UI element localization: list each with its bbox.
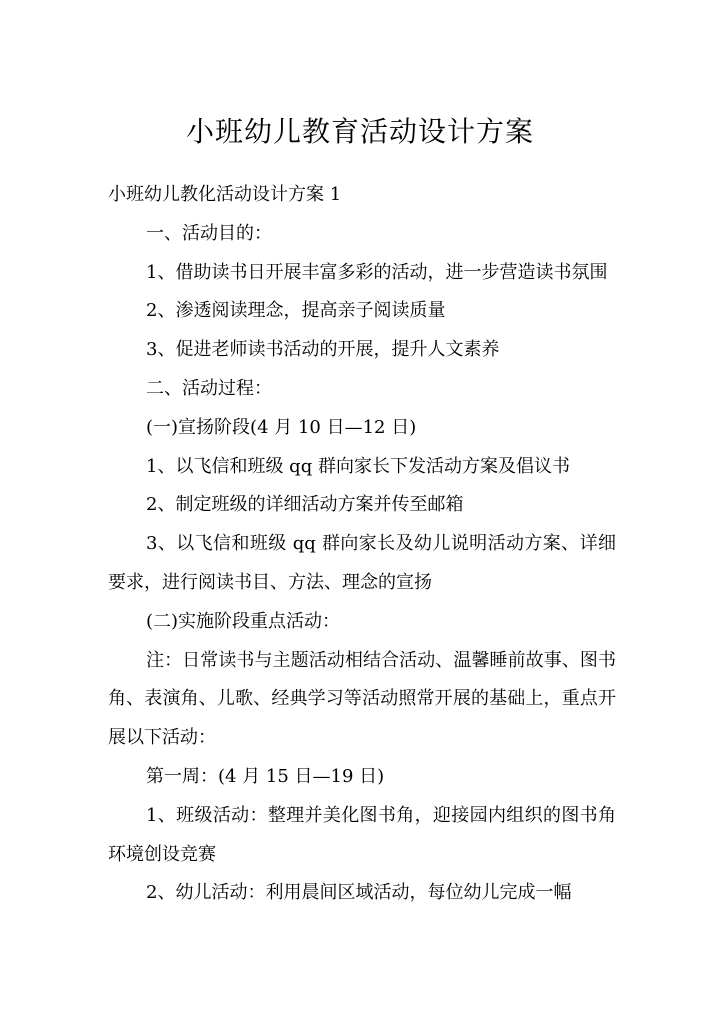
paragraph: (一)宣扬阶段(4 月 10 日—12 日): [146, 416, 417, 438]
paragraph: 1、班级活动：整理并美化图书角，迎接园内组织的图书角环境创设竞赛: [108, 804, 616, 865]
paragraph: 第一周：(4 月 15 日—19 日): [146, 765, 385, 787]
paragraph: 3、促进老师读书活动的开展，提升人文素养: [146, 339, 500, 361]
paragraph: 2、幼儿活动：利用晨间区域活动，每位幼儿完成一幅: [146, 882, 572, 904]
paragraph: 1、借助读书日开展丰富多彩的活动，进一步营造读书氛围: [146, 261, 608, 283]
document-body: [108, 176, 616, 913]
paragraph: 注：日常读书与主题活动相结合活动、温馨睡前故事、图书角、表演角、儿歌、经典学习等活动照常开展的基础上，重点开展以下活动：: [108, 649, 616, 749]
paragraph: 一、活动目的：: [146, 222, 272, 244]
document-title: 小班幼儿教育活动设计方案: [185, 115, 534, 148]
paragraph: 2、制定班级的详细活动方案并传至邮箱: [146, 494, 464, 516]
section-heading: 小班幼儿教化活动设计方案 1: [108, 184, 342, 205]
paragraph: 1、以飞信和班级 qq 群向家长下发活动方案及倡议书: [146, 455, 570, 477]
paragraph: 3、以飞信和班级 qq 群向家长及幼儿说明活动方案、详细要求，进行阅读书目、方法、理念的宣扬: [108, 533, 616, 593]
paragraph: (二)实施阶段重点活动：: [146, 610, 341, 632]
paragraph: 二、活动过程：: [146, 377, 272, 399]
paragraph: 2、渗透阅读理念，提高亲子阅读质量: [146, 300, 446, 322]
